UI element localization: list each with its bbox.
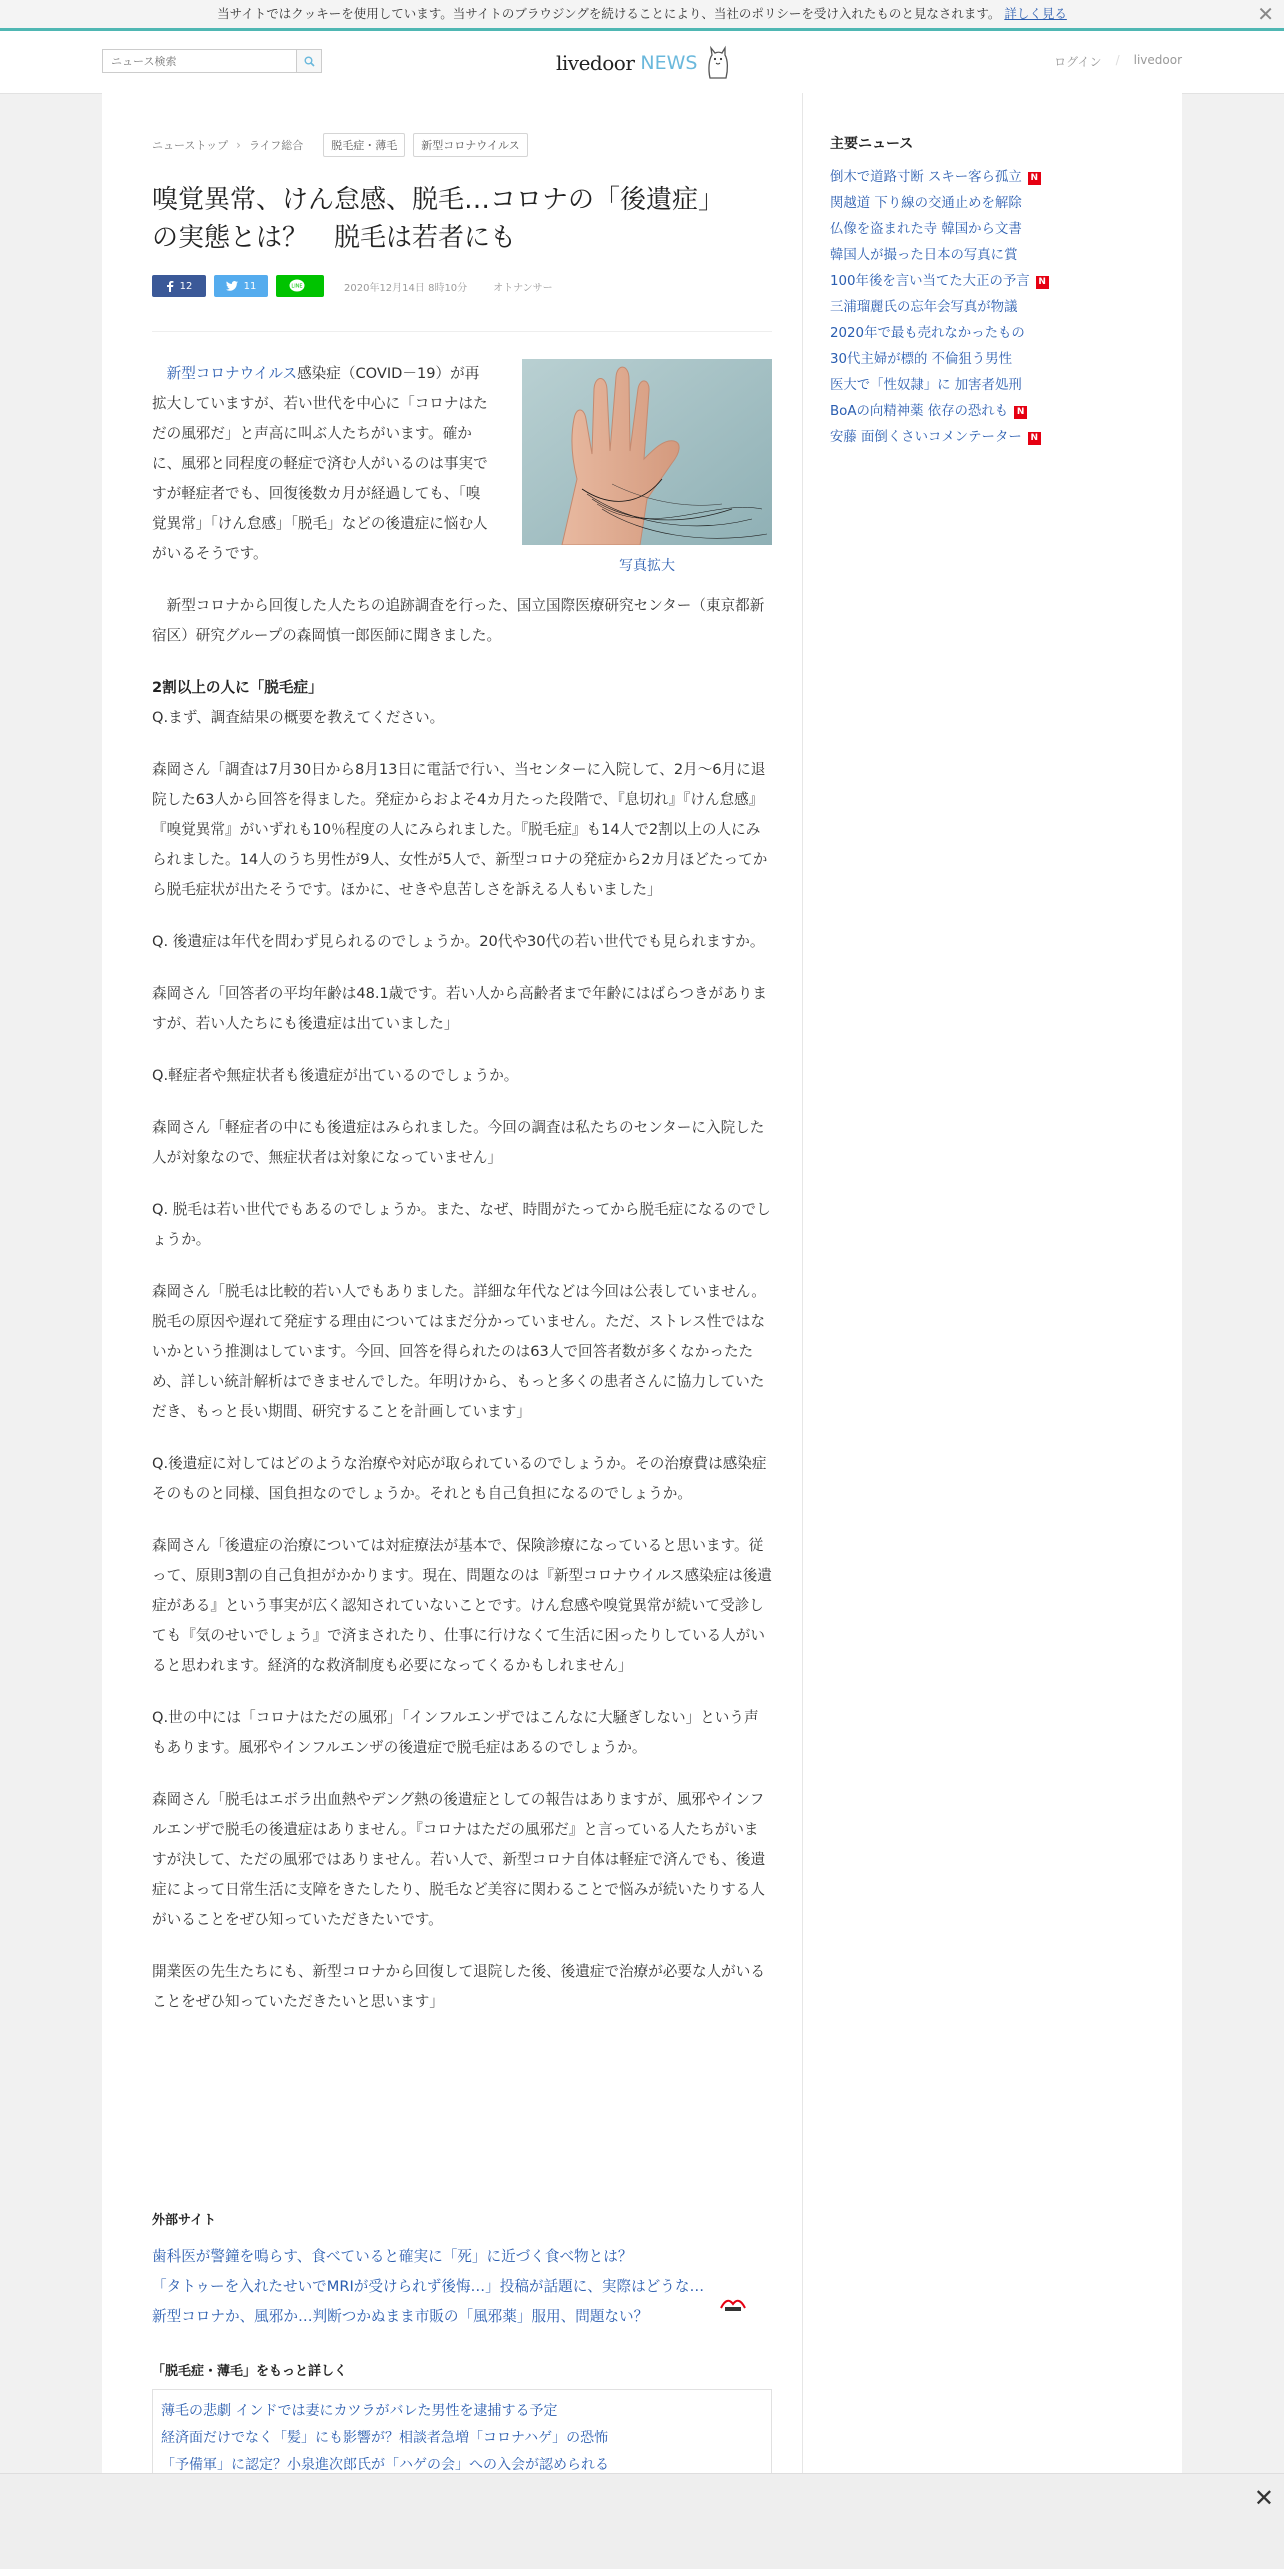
sidebar-news-item[interactable] bbox=[830, 295, 1130, 321]
question-paragraph: Q. 後遺症は年代を問わず見られるのでしょうか。20代や30代の若い世代でも見られますか。 bbox=[152, 933, 765, 950]
sidebar-news-item[interactable] bbox=[830, 347, 1130, 373]
section-heading: 2割以上の人に「脱毛症」 bbox=[152, 679, 323, 696]
chevron-right-icon: › bbox=[236, 138, 241, 152]
sidebar-news-item[interactable] bbox=[830, 399, 1130, 425]
breadcrumb bbox=[152, 133, 528, 157]
new-badge: N bbox=[1014, 406, 1027, 419]
search-icon bbox=[304, 56, 315, 67]
external-heading: 外部サイト bbox=[152, 2213, 217, 2228]
sidebar-news-link[interactable]: 医大で「性奴隷」に 加害者処刑 bbox=[830, 378, 1022, 393]
new-badge: N bbox=[1036, 276, 1049, 289]
cookie-details-link[interactable]: 詳しく見る bbox=[1004, 6, 1067, 21]
share-row bbox=[152, 275, 553, 297]
sidebar-heading: 主要ニュース bbox=[830, 136, 914, 152]
site-logo[interactable] bbox=[556, 45, 731, 81]
sidebar-news-item[interactable] bbox=[830, 243, 1130, 269]
svg-text:LINE: LINE bbox=[291, 283, 303, 290]
line-icon bbox=[289, 279, 305, 293]
sidebar-news-link[interactable]: 100年後を言い当てた大正の予言 bbox=[830, 274, 1030, 289]
lead-text: 感染症（COVID－19）が再拡大していますが、若い世代を中心に「コロナはただの風邪だ」と声高に叫ぶ人たちがいます。確かに、風邪と同程度の軽症で済む人がいるのは事実ですが軽症者でも、回復後数カ月が経過しても、「嗅覚異常」「けん怠感」「脱毛」などの後遺症に悩む人がいるそうです。 bbox=[152, 365, 488, 562]
question-paragraph: Q. 脱毛は若い世代でもあるのでしょうか。また、なぜ、時間がたってから脱毛症になるのでしょうか。 bbox=[152, 1201, 771, 1248]
header-separator: / bbox=[1115, 53, 1120, 67]
article-date: 2020年12月14日 8時10分 bbox=[344, 282, 468, 294]
more-link[interactable]: 「予備軍」に認定？小泉進次郎氏が「ハゲの会」への入会が認められる bbox=[161, 2457, 609, 2473]
twitter-count: 11 bbox=[243, 280, 257, 292]
close-icon[interactable]: ✕ bbox=[1253, 2484, 1274, 2512]
question-paragraph: Q.軽症者や無症状者も後遺症が出ているのでしょうか。 bbox=[152, 1067, 519, 1084]
sidebar-news-item[interactable] bbox=[830, 269, 1130, 295]
divider bbox=[152, 331, 772, 332]
site-header bbox=[0, 31, 1284, 94]
search-box bbox=[102, 49, 322, 73]
livedoor-link[interactable]: livedoor bbox=[1133, 53, 1182, 67]
answer-paragraph: 森岡さん「軽症者の中にも後遺症はみられました。今回の調査は私たちのセンターに入院した人が対象なので、無症状者は対象になっていません」 bbox=[152, 1119, 765, 1166]
twitter-icon bbox=[226, 281, 238, 291]
new-badge: N bbox=[1028, 172, 1041, 185]
answer-paragraph: 森岡さん「後遺症の治療については対症療法が基本で、保険診療になっていると思います。従って、原則3割の自己負担がかかります。現在、問題なのは『新型コロナウイルス感染症は後遺症がある』という事実が広く認知されていないことです。けん怠感や嗅覚異常が続いて受診しても『気のせいでしょう』で済まされたり、仕事に行けなくて生活に困ったりしている人がいると思われます。経済的な救済制度も必要になってくるかもしれません」 bbox=[152, 1537, 772, 1674]
question-paragraph: Q.まず、調査結果の概要を教えてください。 bbox=[152, 709, 445, 726]
twitter-share-button[interactable] bbox=[214, 275, 268, 297]
main-content bbox=[102, 93, 1182, 2473]
sidebar-news-link[interactable]: BoAの向精神薬 依存の恐れも bbox=[830, 404, 1009, 419]
sidebar-news-link[interactable]: 倒木で道路寸断 スキー客ら孤立 bbox=[830, 170, 1022, 185]
major-news-list bbox=[830, 165, 1130, 451]
lead-paragraph bbox=[152, 359, 492, 569]
more-heading: 「脱毛症・薄毛」をもっと詳しく bbox=[152, 2364, 348, 2379]
sidebar-news-link[interactable]: 2020年で最も売れなかったもの bbox=[830, 326, 1025, 341]
cookie-text: 当サイトではクッキーを使用しています。当サイトのブラウジングを続けることにより、当社のポリシーを受け入れたものと見なされます。 bbox=[217, 6, 1001, 21]
close-icon[interactable]: ✕ bbox=[1257, 2, 1274, 26]
more-link[interactable]: 薄毛の悲劇 インドでは妻にカツラがバレた男性を逮捕する予定 bbox=[161, 2403, 558, 2419]
tag-covid[interactable]: 新型コロナウイルス bbox=[413, 133, 527, 157]
answer-paragraph: 森岡さん「回答者の平均年齢は48.1歳です。若い人から高齢者まで年齢にはばらつきがありますが、若い人たちにも後遺症は出ていました」 bbox=[152, 985, 767, 1032]
sidebar-news-link[interactable]: 関越道 下り線の交通止めを解除 bbox=[830, 196, 1022, 211]
article-title: 嗅覚異常、けん怠感、脱毛…コロナの「後遺症」の実態とは？ 脱毛は若者にも bbox=[152, 185, 725, 253]
sidebar-news-item[interactable] bbox=[830, 191, 1130, 217]
facebook-share-button[interactable] bbox=[152, 275, 206, 297]
answer-paragraph: 森岡さん「脱毛は比較的若い人でもありました。詳細な年代などは今回は公表していません。脱毛の原因や遅れて発症する理由についてはまだ分かっていません。ただ、ストレス性ではないかという推測はしています。今回、回答を得られたのは63人で回答者数が多くなかったため、詳しい統計解析はできませんでした。年明けから、もっと多くの患者さんに協力していただき、もっと長い期間、研究することを計画しています」 bbox=[152, 1283, 766, 1420]
sidebar-news-item[interactable] bbox=[830, 165, 1130, 191]
sidebar-news-item[interactable] bbox=[830, 217, 1130, 243]
facebook-icon bbox=[166, 280, 174, 292]
covid-keyword-link[interactable]: 新型コロナウイルス bbox=[166, 365, 298, 382]
article-body bbox=[152, 359, 772, 2039]
line-share-button[interactable] bbox=[276, 275, 324, 297]
column-divider bbox=[802, 93, 803, 2473]
logo-news: NEWS bbox=[640, 52, 698, 74]
sidebar-news-link[interactable]: 韓国人が撮った日本の写真に賞 bbox=[830, 248, 1018, 263]
sidebar-news-link[interactable]: 30代主婦が標的 不倫狙う男性 bbox=[830, 352, 1012, 367]
external-link[interactable]: 「タトゥーを入れたせいでMRIが受けられず後悔…」投稿が話題に、実際はどうな… bbox=[152, 2278, 705, 2295]
sidebar bbox=[830, 93, 1130, 451]
mascot-icon bbox=[705, 45, 731, 81]
header-links bbox=[1054, 53, 1182, 70]
facebook-count: 12 bbox=[179, 280, 193, 292]
sidebar-news-link[interactable]: 仏像を盗まれた寺 韓国から文書 bbox=[830, 222, 1022, 237]
sidebar-news-item[interactable] bbox=[830, 321, 1130, 347]
intro-paragraph: 新型コロナから回復した人たちの追跡調査を行った、国立国際医療研究センター（東京都新宿区）研究グループの森岡慎一郎医師に聞きました。 bbox=[152, 597, 765, 644]
more-link[interactable]: 経済面だけでなく「髪」にも影響が？相談者急増「コロナハゲ」の恐怖 bbox=[161, 2430, 609, 2446]
login-link[interactable]: ログイン bbox=[1054, 55, 1102, 69]
answer-paragraph: 森岡さん「脱毛はエボラ出血熱やデング熱の後遺症としての報告はありますが、風邪やインフルエンザで脱毛の後遺症はありません。『コロナはただの風邪だ』と言っている人たちがいますが決して、ただの風邪ではありません。若い人で、新型コロナ自体は軽症で済んでも、後遺症によって日常生活に支障をきたしたり、脱毛など美容に関わることで悩みが続いたりする人がいることをぜひ知っていただきたいです。 bbox=[152, 1791, 766, 1928]
question-paragraph: Q.後遺症に対してはどのような治療や対応が取られているのでしょうか。その治療費は感染症そのものと同様、国負担なのでしょうか。それとも自己負担になるのでしょうか。 bbox=[152, 1455, 767, 1502]
question-paragraph: Q.世の中には「コロナはただの風邪」「インフルエンザではこんなに大騒ぎしない」という声もあります。風邪やインフルエンザの後遺症で脱毛症はあるのでしょうか。 bbox=[152, 1709, 759, 1756]
external-link[interactable]: 新型コロナか、風邪か…判断つかぬまま市販の「風邪薬」服用、問題ない？ bbox=[152, 2308, 649, 2325]
logo-livedoor: livedoor bbox=[556, 51, 635, 75]
photo-enlarge-link[interactable]: 写真拡大 bbox=[619, 558, 675, 574]
bottom-ad-bar bbox=[0, 2473, 1284, 2569]
breadcrumb-life[interactable]: ライフ総合 bbox=[248, 139, 304, 152]
cookie-banner bbox=[0, 0, 1284, 31]
search-input[interactable] bbox=[103, 51, 293, 73]
breadcrumb-news-top[interactable]: ニューストップ bbox=[152, 139, 229, 152]
external-link[interactable]: 歯科医が警鐘を鳴らす、食べていると確実に「死」に近づく食べ物とは？ bbox=[152, 2248, 633, 2265]
sidebar-news-item[interactable] bbox=[830, 425, 1130, 451]
new-badge: N bbox=[1028, 432, 1041, 445]
article-source[interactable]: オトナンサー bbox=[493, 282, 553, 294]
answer-paragraph: 開業医の先生たちにも、新型コロナから回復して退院した後、後遺症で治療が必要な人がいることをぜひ知っていただきたいと思います」 bbox=[152, 1963, 765, 2010]
sidebar-news-item[interactable] bbox=[830, 373, 1130, 399]
sidebar-news-link[interactable]: 安藤 面倒くさいコメンテーター bbox=[830, 430, 1022, 445]
tag-hair-loss[interactable]: 脱毛症・薄毛 bbox=[323, 133, 405, 157]
answer-paragraph: 森岡さん「調査は7月30日から8月13日に電話で行い、当センターに入院して、2月～6月に退院した63人から回答を得ました。発症からおよそ4カ月たった段階で、『息切れ』『けん怠感』『嗅覚異常』がいずれも10％程度の人にみられました。『脱毛症』も14人で2割以上の人にみられました。14人のうち男性が9人、女性が5人で、新型コロナの発症から2カ月ほどたってから脱毛症状が出たそうです。ほかに、せきや息苦しさを訴える人もいました」 bbox=[152, 761, 768, 898]
external-sites bbox=[152, 2209, 772, 2332]
search-button[interactable] bbox=[296, 50, 321, 72]
sidebar-news-link[interactable]: 三浦瑠麗氏の忘年会写真が物議 bbox=[830, 300, 1018, 315]
